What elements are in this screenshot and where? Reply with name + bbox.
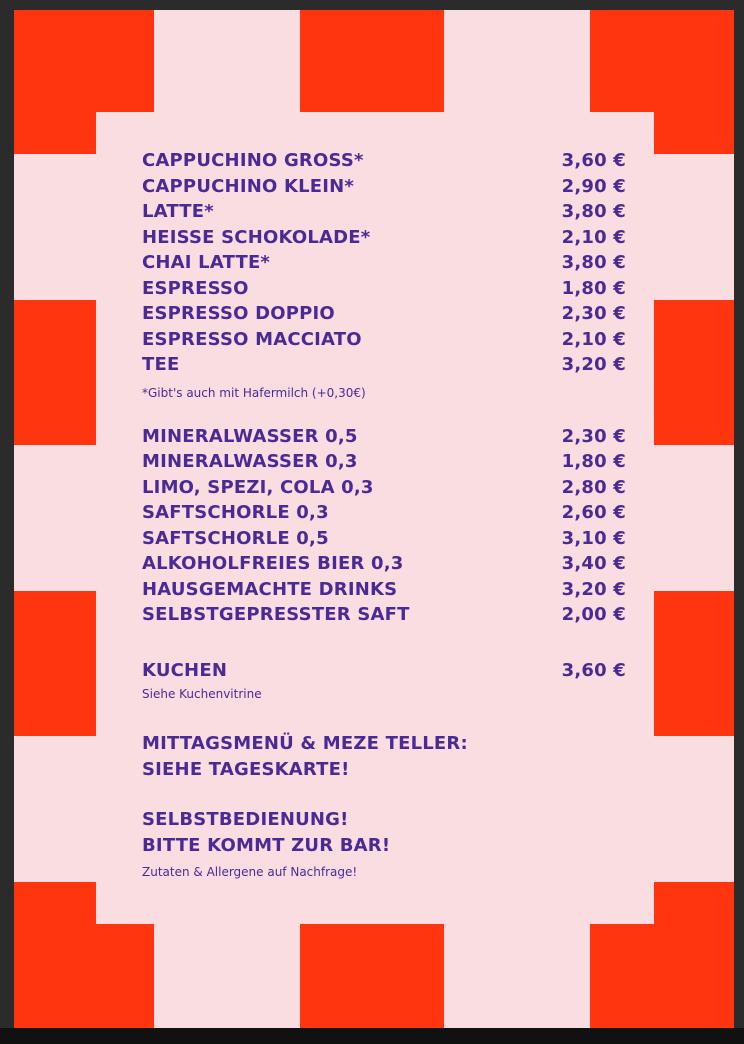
decor-block: [654, 112, 734, 154]
menu-item: [142, 199, 626, 225]
hot-drinks-list: [142, 148, 626, 378]
oat-milk-note: *Gibt's auch mit Hafermilch (+0,30€): [142, 385, 366, 400]
item-price: 2,10 €: [561, 226, 626, 248]
item-name: SELBSTGEPRESSTER SAFT: [142, 604, 410, 626]
item-price: 2,10 €: [561, 328, 626, 350]
cake-note: Siehe Kuchenvitrine: [142, 687, 262, 701]
item-price: 3,80 €: [561, 252, 626, 274]
decor-block: [654, 882, 734, 924]
item-name: LATTE*: [142, 201, 214, 223]
item-name: ESPRESSO MACCIATO: [142, 328, 362, 350]
item-name: CHAI LATTE*: [142, 252, 271, 274]
menu-item: [142, 526, 626, 552]
item-price: 2,90 €: [561, 175, 626, 197]
item-price: 2,30 €: [561, 303, 626, 325]
menu-item: [142, 327, 626, 353]
decor-block: [14, 882, 96, 924]
item-name: SAFTSCHORLE 0,3: [142, 502, 329, 524]
item-name: KUCHEN: [142, 659, 228, 681]
item-name: MINERALWASSER 0,5: [142, 425, 358, 447]
item-price: 1,80 €: [561, 451, 626, 473]
item-name: LIMO, SPEZI, COLA 0,3: [142, 476, 374, 498]
lunch-line-1: MITTAGSMENÜ & MEZE TELLER:: [142, 733, 468, 754]
self-service-line-1: SELBSTBEDIENUNG!: [142, 809, 349, 830]
item-price: 3,60 €: [561, 150, 626, 172]
item-price: 2,30 €: [561, 425, 626, 447]
menu-item: [142, 148, 626, 174]
self-service-line-2: BITTE KOMMT ZUR BAR!: [142, 835, 391, 856]
menu-item: [142, 424, 626, 450]
decor-block: [14, 591, 96, 736]
decor-block: [654, 591, 734, 736]
item-name: ALKOHOLFREIES BIER 0,3: [142, 553, 404, 575]
item-price: 2,80 €: [561, 476, 626, 498]
menu-item: [142, 250, 626, 276]
decor-block: [654, 300, 734, 445]
item-name: ESPRESSO DOPPIO: [142, 303, 335, 325]
menu-item: [142, 475, 626, 501]
item-name: SAFTSCHORLE 0,5: [142, 527, 329, 549]
item-price: 2,60 €: [561, 502, 626, 524]
item-price: 3,80 €: [561, 201, 626, 223]
menu-item: [142, 301, 626, 327]
menu-item: [142, 577, 626, 603]
menu-item: [142, 449, 626, 475]
menu-content: [142, 148, 626, 883]
decor-block: [14, 924, 154, 1028]
decor-block: [590, 10, 734, 112]
item-name: HAUSGEMACHTE DRINKS: [142, 578, 398, 600]
lunch-line-2: SIEHE TAGESKARTE!: [142, 759, 350, 780]
item-name: MINERALWASSER 0,3: [142, 451, 358, 473]
menu-item: [142, 174, 626, 200]
cold-drinks-list: [142, 424, 626, 628]
menu-item: [142, 352, 626, 378]
decor-block: [590, 924, 734, 1028]
decor-block: [14, 112, 96, 154]
item-name: HEISSE SCHOKOLADE*: [142, 226, 371, 248]
decor-block: [300, 924, 444, 1028]
menu-item: [142, 276, 626, 302]
item-name: ESPRESSO: [142, 277, 249, 299]
item-price: 3,60 €: [561, 659, 626, 681]
menu-item: [142, 225, 626, 251]
bottom-border: [0, 1028, 744, 1044]
decor-block: [14, 10, 154, 112]
item-name: CAPPUCHINO KLEIN*: [142, 175, 355, 197]
menu-item: [142, 602, 626, 628]
item-price: 3,20 €: [561, 354, 626, 376]
allergens-note: Zutaten & Allergene auf Nachfrage!: [142, 865, 358, 879]
decor-block: [300, 10, 444, 112]
menu-item-cake: [142, 658, 626, 684]
item-name: CAPPUCHINO GROSS*: [142, 150, 364, 172]
item-name: TEE: [142, 354, 180, 376]
decor-block: [14, 300, 96, 445]
item-price: 3,10 €: [561, 527, 626, 549]
menu-item: [142, 551, 626, 577]
item-price: 2,00 €: [561, 604, 626, 626]
menu-item: [142, 500, 626, 526]
item-price: 3,40 €: [561, 553, 626, 575]
item-price: 1,80 €: [561, 277, 626, 299]
item-price: 3,20 €: [561, 578, 626, 600]
